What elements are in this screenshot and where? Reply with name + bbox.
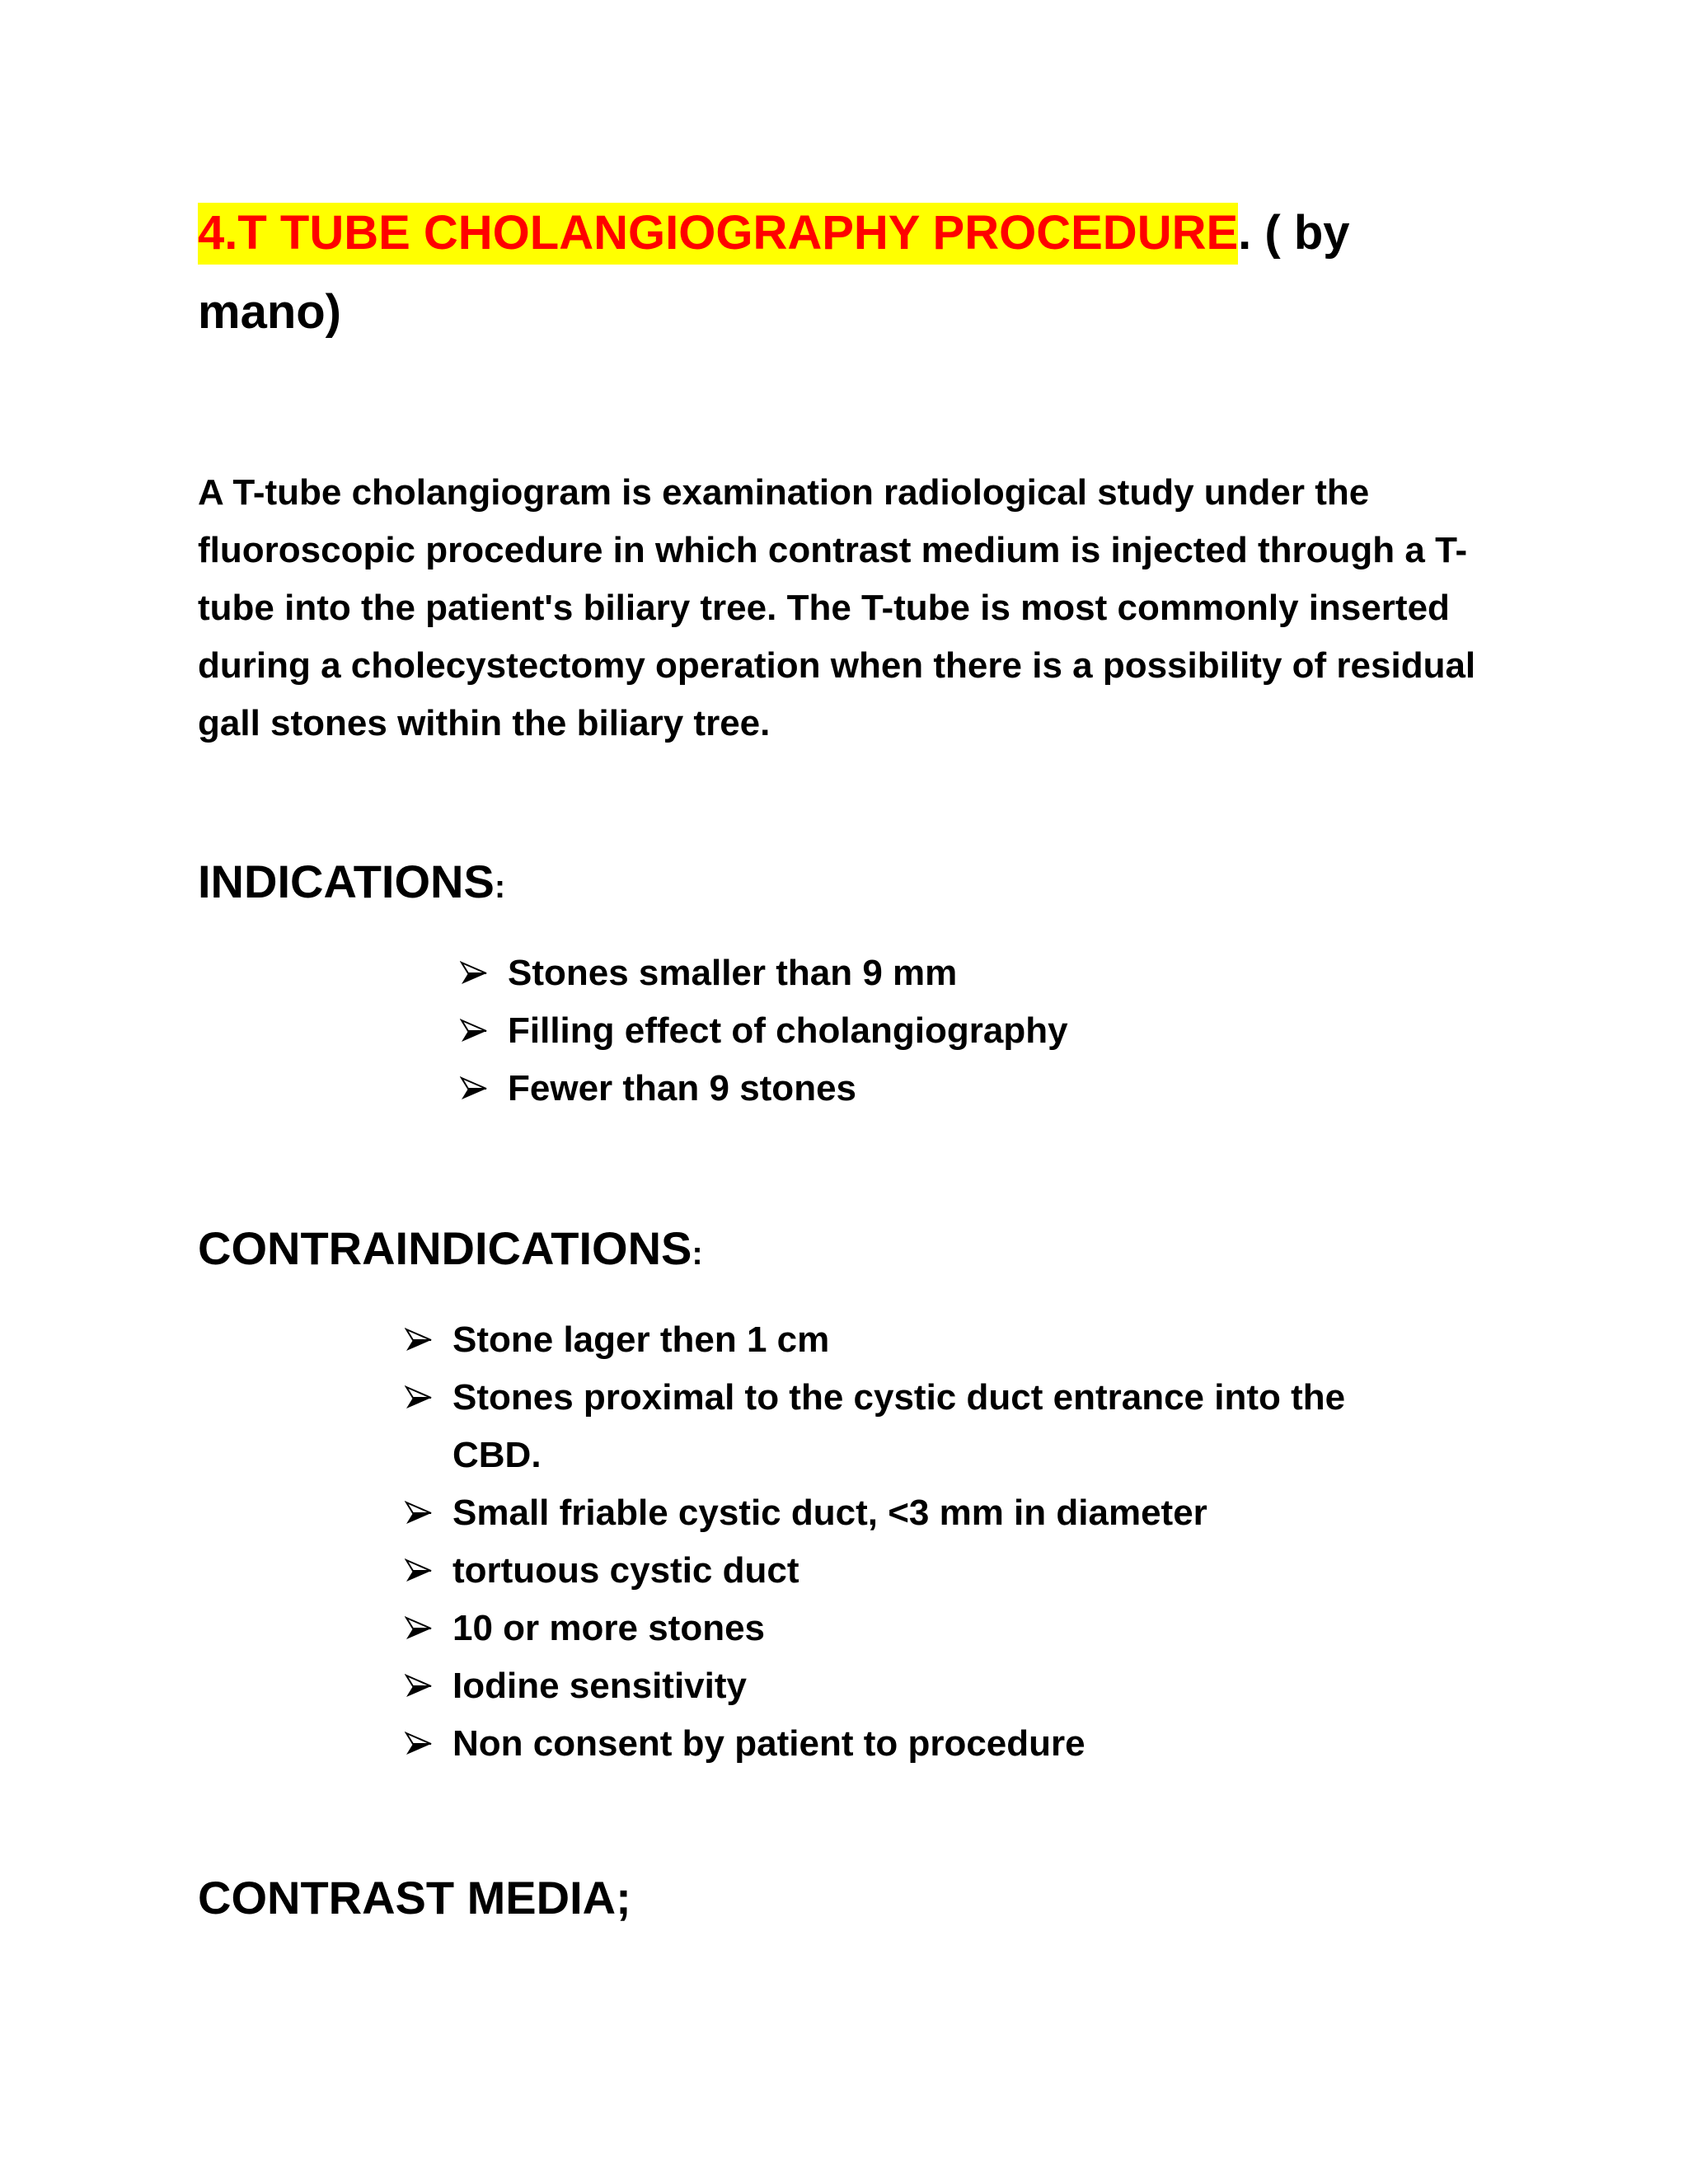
arrowhead-bullet-icon — [403, 1657, 436, 1715]
arrowhead-bullet-icon — [403, 1311, 436, 1369]
list-item-text: Iodine sensitivity — [452, 1666, 747, 1706]
list-item-text: Filling effect of cholangiography — [508, 1010, 1068, 1051]
list-item-text: Stones smaller than 9 mm — [508, 953, 958, 993]
list-item-text: Small friable cystic duct, <3 mm in diameter — [452, 1493, 1207, 1533]
list-item-text: Fewer than 9 stones — [508, 1068, 857, 1108]
list-item-text: Stones proximal to the cystic duct entrance into the CBD. — [452, 1377, 1346, 1475]
indications-heading-colon: : — [494, 869, 506, 905]
list-item-text: Stone lager then 1 cm — [452, 1319, 830, 1360]
arrowhead-bullet-icon — [403, 1484, 436, 1542]
list-item — [403, 1657, 1433, 1715]
list-item — [403, 1311, 1433, 1369]
list-item — [458, 1060, 1530, 1118]
list-item — [458, 944, 1530, 1002]
arrowhead-bullet-icon — [403, 1600, 436, 1657]
list-item-text: Non consent by patient to procedure — [452, 1723, 1085, 1764]
indications-heading-text: INDICATIONS — [198, 855, 495, 907]
contraindications-heading-text: CONTRAINDICATIONS — [198, 1222, 692, 1274]
arrowhead-bullet-icon — [403, 1369, 436, 1427]
title-author-note: . ( by mano) — [198, 206, 1350, 339]
contraindications-list — [403, 1311, 1433, 1773]
contraindications-heading-colon: : — [692, 1235, 703, 1272]
arrowhead-bullet-icon — [458, 1002, 491, 1060]
intro-paragraph: A T-tube cholangiogram is examination radiological study under the fluoroscopic procedure in which contrast medium is injected through a T-tube into the patient's biliary tree. The T-tube is most commonly inserted during a cholecystectomy operation when there is a possibility of residual gall stones within the biliary tree. — [198, 472, 1476, 743]
indications-heading — [198, 853, 505, 916]
list-item — [458, 1002, 1530, 1060]
contraindications-heading — [198, 1220, 703, 1282]
list-item — [403, 1715, 1433, 1773]
list-item — [403, 1484, 1433, 1542]
indications-list — [458, 944, 1530, 1118]
list-item-text: 10 or more stones — [452, 1608, 766, 1648]
list-item-text: tortuous cystic duct — [452, 1550, 799, 1591]
title-highlighted-text: 4.T TUBE CHOLANGIOGRAPHY PROCEDURE — [198, 203, 1238, 265]
list-item — [403, 1542, 1433, 1600]
list-item — [403, 1369, 1433, 1484]
arrowhead-bullet-icon — [403, 1542, 436, 1600]
arrowhead-bullet-icon — [403, 1715, 436, 1773]
page-title — [198, 194, 1500, 352]
list-item — [403, 1600, 1433, 1657]
arrowhead-bullet-icon — [458, 944, 491, 1002]
arrowhead-bullet-icon — [458, 1060, 491, 1118]
contrast-media-heading: CONTRAST MEDIA; — [198, 1872, 631, 1924]
